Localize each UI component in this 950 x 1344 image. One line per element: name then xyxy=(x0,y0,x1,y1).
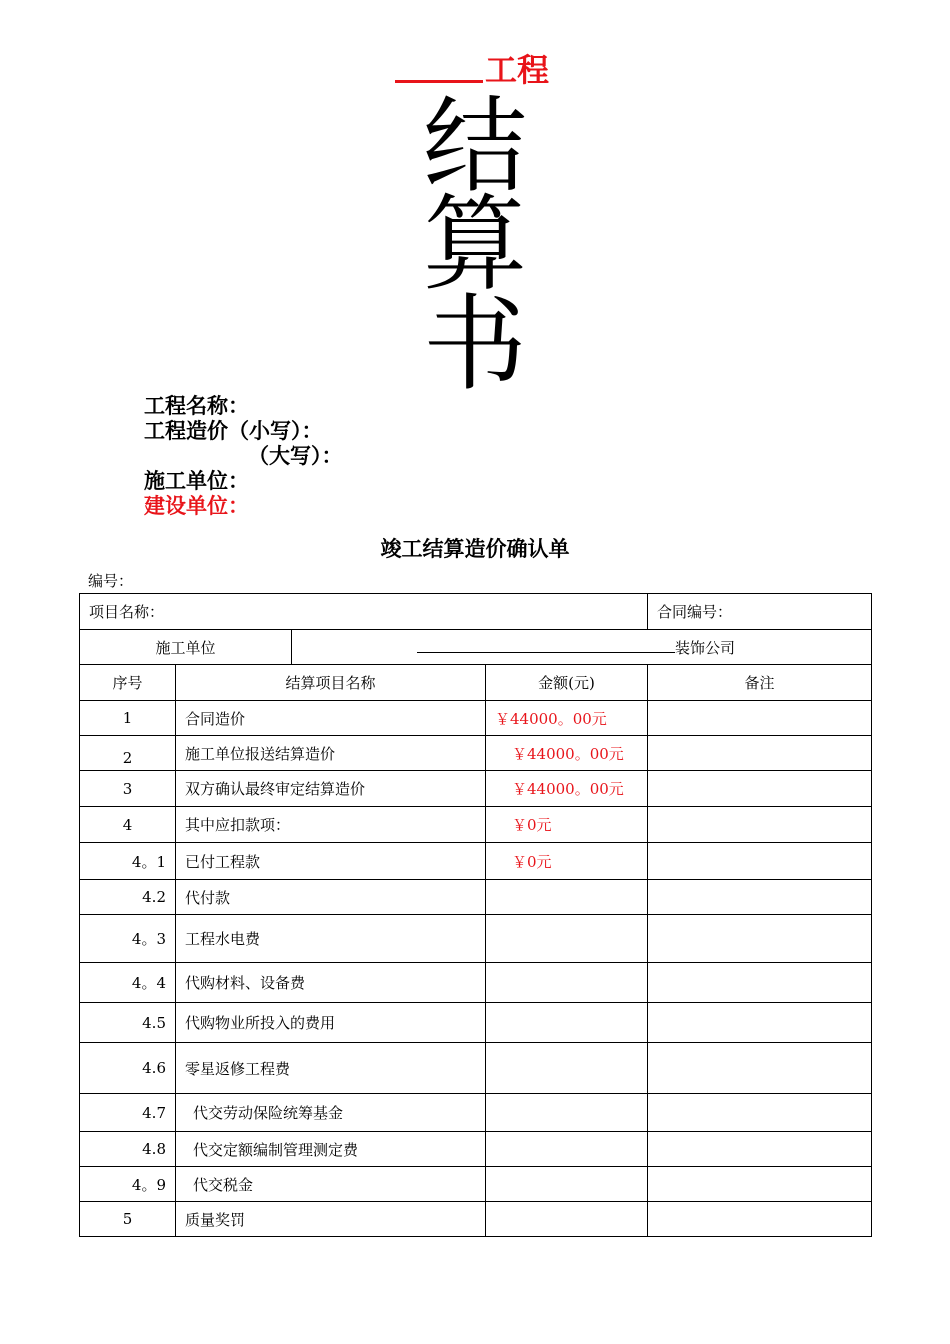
cover-title-char-1: 结 xyxy=(422,85,527,207)
table-row xyxy=(80,843,872,880)
table-row xyxy=(80,1167,872,1202)
info-price-lowercase: 工程造价（小写）： xyxy=(144,418,323,443)
row-item: 代购物业所投入的费用 xyxy=(176,1003,486,1043)
row-seq: 4。1 xyxy=(80,843,176,880)
contract-no-cell: 合同编号： xyxy=(648,594,872,630)
row-remark xyxy=(648,736,872,771)
row-amount: ￥44000。00元 xyxy=(486,701,648,736)
row-remark xyxy=(648,771,872,807)
project-info-row xyxy=(80,594,872,630)
row-remark xyxy=(648,843,872,880)
builder-row xyxy=(80,630,872,665)
table-row xyxy=(80,1202,872,1237)
row-amount: ￥0元 xyxy=(486,843,648,880)
project-heading-suffix: 工程 xyxy=(485,51,550,89)
builder-value-suffix: 装饰公司 xyxy=(675,638,736,657)
table-row xyxy=(80,880,872,915)
row-seq: 5 xyxy=(80,1202,176,1237)
row-amount xyxy=(486,1202,648,1237)
row-amount xyxy=(486,1167,648,1202)
row-remark xyxy=(648,1043,872,1094)
row-seq: 4.7 xyxy=(80,1094,176,1132)
row-amount xyxy=(486,1094,648,1132)
table-row xyxy=(80,807,872,843)
table-row xyxy=(80,1094,872,1132)
row-seq: 4.2 xyxy=(80,880,176,915)
info-builder: 施工单位： xyxy=(144,468,249,493)
row-amount xyxy=(486,915,648,963)
row-item: 合同造价 xyxy=(176,701,486,736)
table-row xyxy=(80,1003,872,1043)
row-remark xyxy=(648,807,872,843)
row-item: 代购材料、设备费 xyxy=(176,963,486,1003)
row-amount xyxy=(486,1132,648,1167)
header-row xyxy=(80,665,872,701)
builder-value-cell xyxy=(292,630,872,665)
builder-name-blank xyxy=(417,638,675,653)
row-item: 零星返修工程费 xyxy=(176,1043,486,1094)
row-amount xyxy=(486,880,648,915)
row-remark xyxy=(648,1202,872,1237)
row-remark xyxy=(648,1094,872,1132)
table-row xyxy=(80,771,872,807)
row-amount: ￥44000。00元 xyxy=(486,736,648,771)
row-amount xyxy=(486,1003,648,1043)
info-owner: 建设单位： xyxy=(144,493,249,518)
row-seq: 4.5 xyxy=(80,1003,176,1043)
row-seq: 4。3 xyxy=(80,915,176,963)
table-row xyxy=(80,915,872,963)
row-seq: 4.6 xyxy=(80,1043,176,1094)
row-item: 已付工程款 xyxy=(176,843,486,880)
cover-title-char-2: 算 xyxy=(422,183,527,305)
row-remark xyxy=(648,880,872,915)
row-item: 双方确认最终审定结算造价 xyxy=(176,771,486,807)
header-seq: 序号 xyxy=(80,665,176,701)
row-item: 代付款 xyxy=(176,880,486,915)
row-amount: ￥44000。00元 xyxy=(486,771,648,807)
header-amount: 金额(元) xyxy=(486,665,648,701)
info-project-name: 工程名称： xyxy=(144,393,249,418)
project-name-blank xyxy=(395,50,483,83)
row-item: 代交劳动保险统筹基金 xyxy=(176,1094,486,1132)
settlement-table xyxy=(79,593,872,1237)
row-seq: 2 xyxy=(80,736,176,771)
form-title: 竣工结算造价确认单 xyxy=(380,536,570,561)
row-seq: 4。4 xyxy=(80,963,176,1003)
table-row xyxy=(80,1043,872,1094)
row-amount xyxy=(486,1043,648,1094)
cover-title-char-3: 书 xyxy=(422,283,527,405)
row-amount: ￥0元 xyxy=(486,807,648,843)
row-remark xyxy=(648,1167,872,1202)
row-item: 其中应扣款项： xyxy=(176,807,486,843)
project-heading xyxy=(395,50,655,90)
row-item: 工程水电费 xyxy=(176,915,486,963)
row-seq: 3 xyxy=(80,771,176,807)
row-remark xyxy=(648,963,872,1003)
header-item: 结算项目名称 xyxy=(176,665,486,701)
table-row xyxy=(80,701,872,736)
row-seq: 4 xyxy=(80,807,176,843)
row-remark xyxy=(648,1132,872,1167)
info-price-uppercase: （大写）： xyxy=(248,443,343,468)
form-number-label: 编号： xyxy=(88,572,134,590)
row-seq: 4.8 xyxy=(80,1132,176,1167)
row-amount xyxy=(486,963,648,1003)
table-row xyxy=(80,963,872,1003)
row-item: 质量奖罚 xyxy=(176,1202,486,1237)
header-remark: 备注 xyxy=(648,665,872,701)
table-row xyxy=(80,1132,872,1167)
builder-label-cell: 施工单位 xyxy=(80,630,292,665)
row-item: 代交定额编制管理测定费 xyxy=(176,1132,486,1167)
table-row xyxy=(80,736,872,771)
row-item: 施工单位报送结算造价 xyxy=(176,736,486,771)
row-item: 代交税金 xyxy=(176,1167,486,1202)
row-remark xyxy=(648,701,872,736)
row-seq: 1 xyxy=(80,701,176,736)
row-seq: 4。9 xyxy=(80,1167,176,1202)
project-name-cell: 项目名称： xyxy=(80,594,648,630)
row-remark xyxy=(648,1003,872,1043)
row-remark xyxy=(648,915,872,963)
